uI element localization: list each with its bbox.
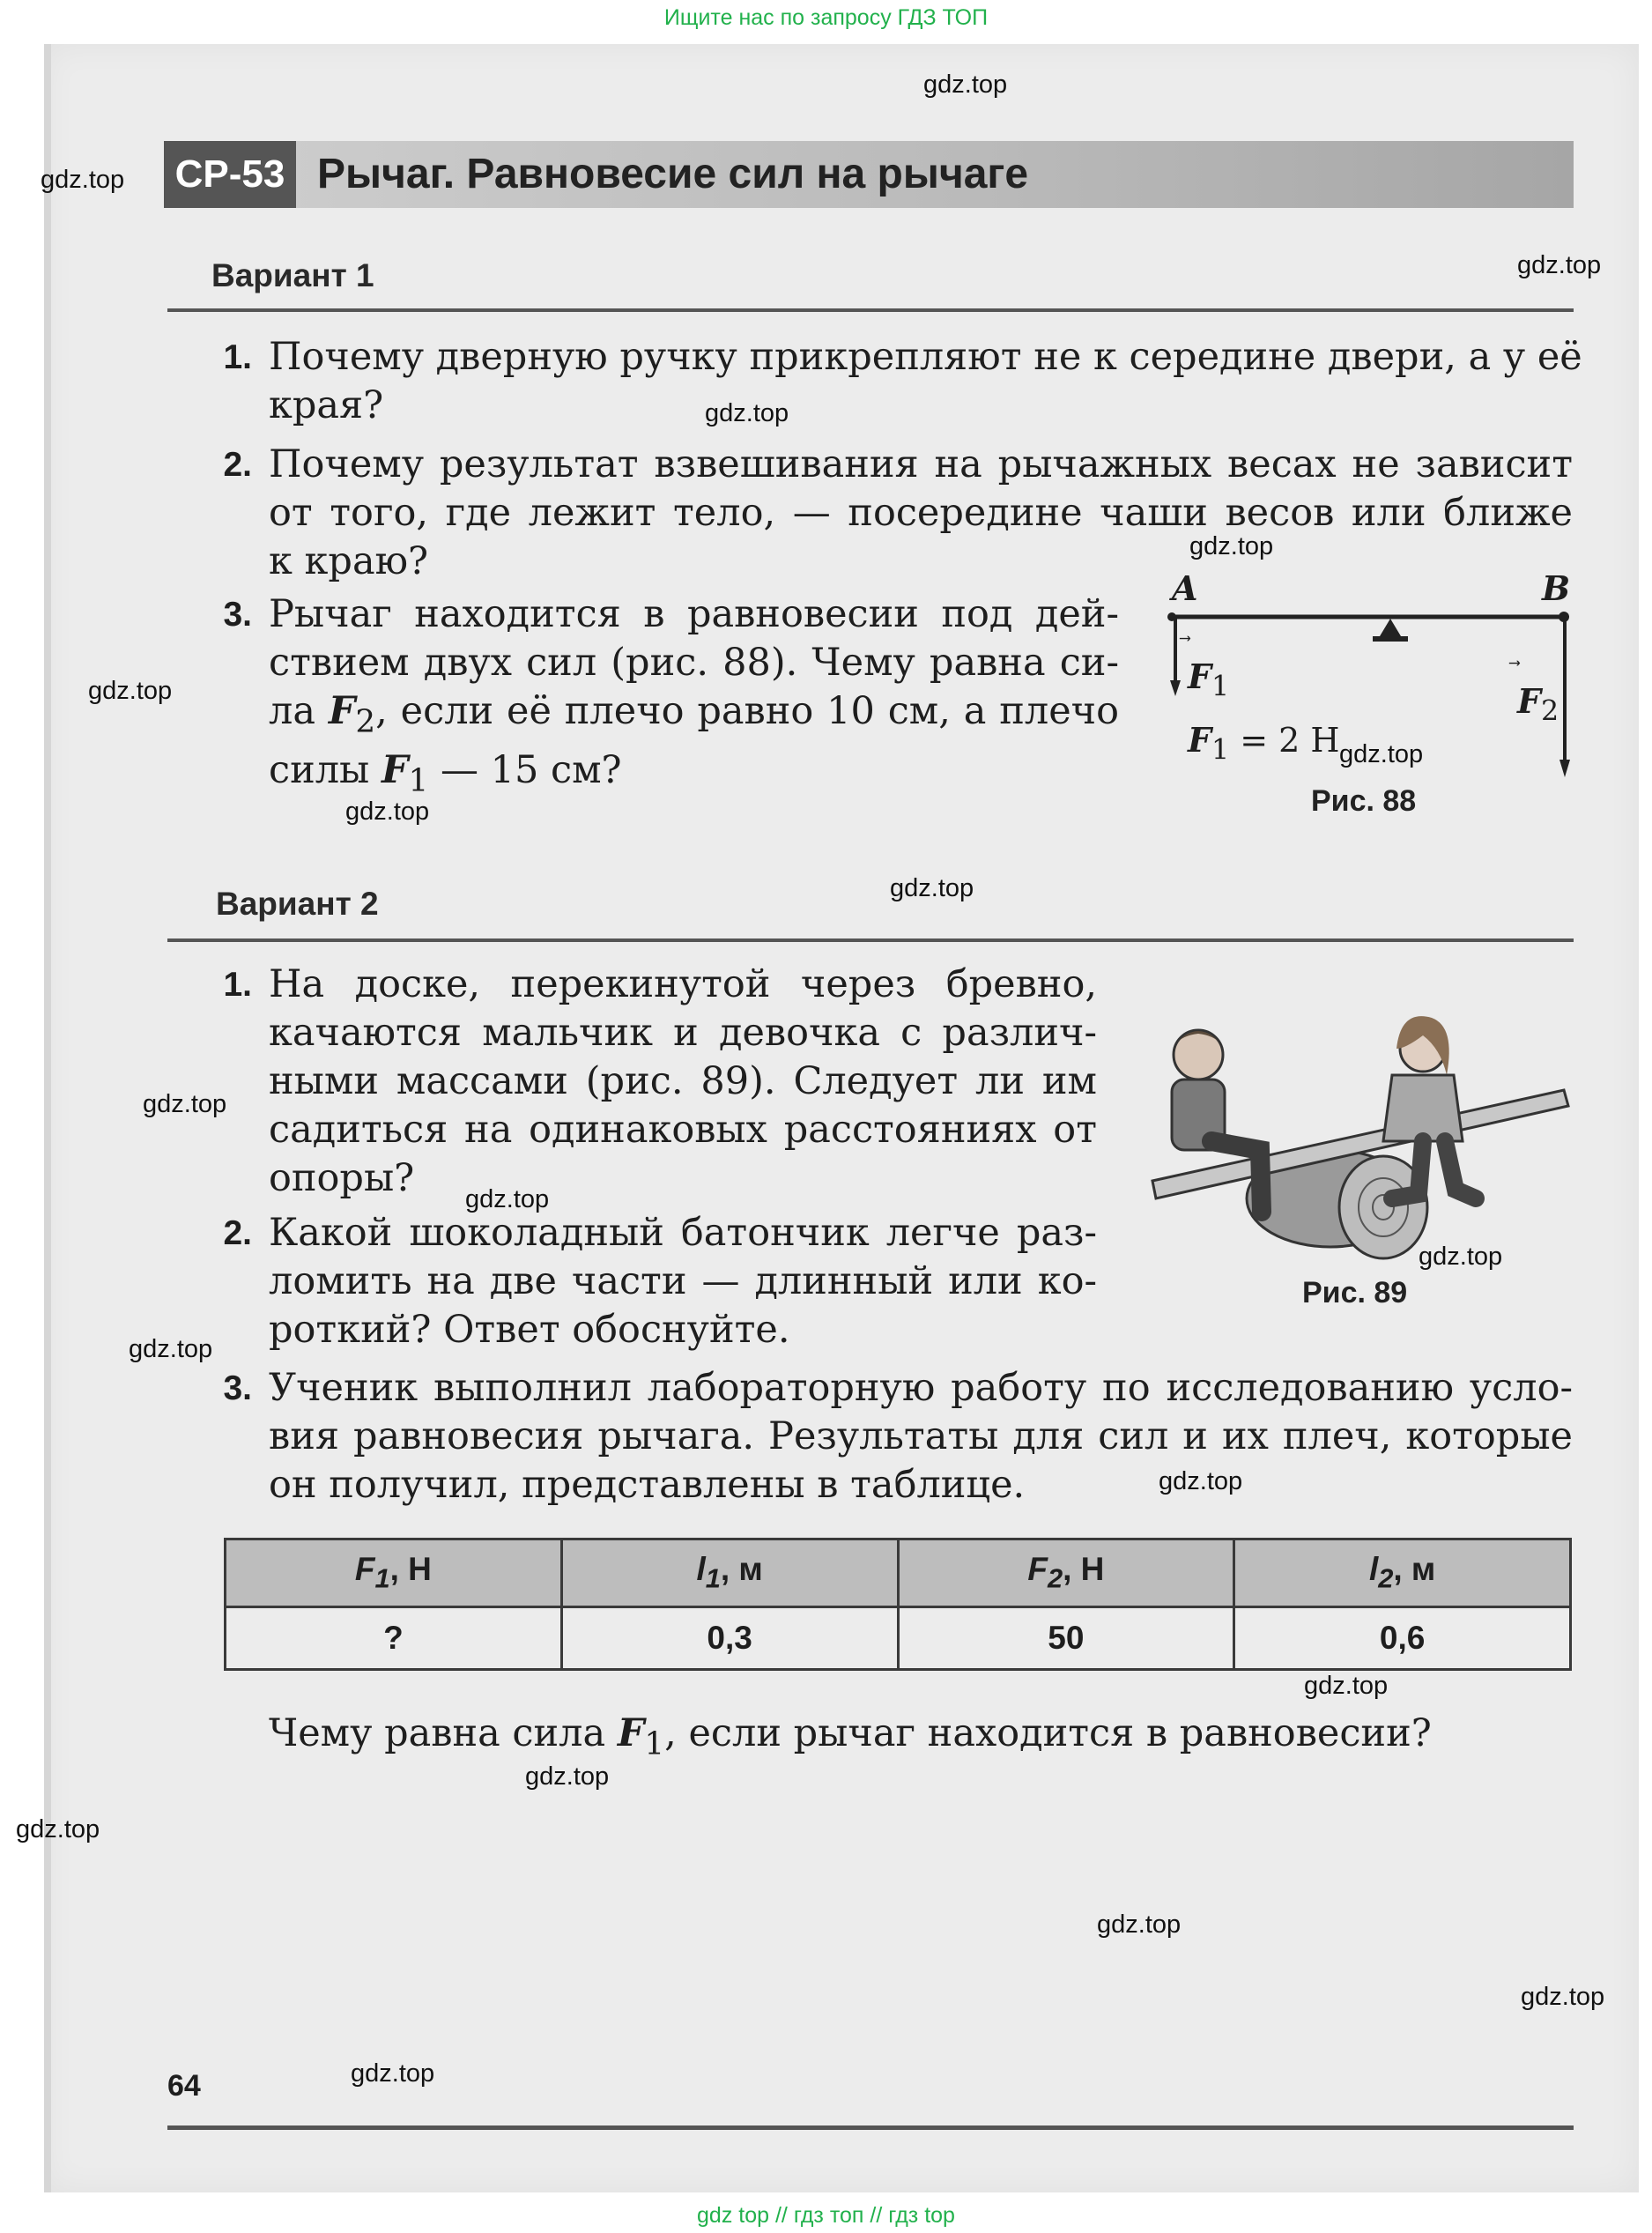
watermark: gdz.top <box>41 166 125 194</box>
v2-q2-text: Какой шоколадный батончик легче раз- ломить на две части — длинный или ко- роткий? Ответ обоснуйте. <box>269 1211 1097 1352</box>
fulcrum-base <box>1373 636 1408 642</box>
variant-2-title: Вариант 2 <box>216 886 379 922</box>
v1-q1-number: 1. <box>223 338 252 376</box>
cell-f2: 50 <box>898 1607 1234 1670</box>
table-header-row <box>226 1539 1571 1607</box>
v2-q1-text: На доске, перекинутой через бревно, качаются мальчик и девочка с различ- ными массами (рис. 89). Следует ли им садиться на одинаковых расстояниях от опоры? <box>269 962 1097 1200</box>
watermark: gdz.top <box>129 1335 213 1363</box>
section-title: Рычаг. Равновесие сил на рычаге <box>317 151 1029 197</box>
bottom-banner-text[interactable]: gdz top // гдз топ // гдз top <box>697 2203 955 2228</box>
watermark: gdz.top <box>705 399 789 427</box>
label-f1: $F_1$ <box>1188 657 1230 703</box>
v1-q3-number: 3. <box>223 596 252 634</box>
v2-q3-number: 3. <box>223 1369 252 1407</box>
watermark: gdz.top <box>1159 1467 1243 1495</box>
watermark: gdz.top <box>1189 532 1274 560</box>
v2-q3-text: Ученик выполнил лабораторную работу по исследованию усло- вия равновесия рычага. Результаты для сил и их плеч, которые он получил, представлены в таблице. <box>269 1366 1573 1507</box>
watermark: gdz.top <box>923 70 1008 99</box>
cell-f1: ? <box>226 1607 562 1670</box>
label-a: A <box>1172 568 1198 608</box>
variant-1-rule <box>167 308 1574 312</box>
header-f1: $F_1$, Н <box>226 1539 562 1607</box>
boy-head <box>1174 1030 1223 1079</box>
page-edge <box>44 44 51 2192</box>
v1-q3-text: Рычаг находится в равновесии под дей- ствием двух сил (рис. 88). Чему равна си- ла $F_2$, если её плечо равно 10 см, а плечо силы $F_1$ — 15 см? <box>269 592 1119 799</box>
watermark: gdz.top <box>1097 1910 1182 1939</box>
watermark: gdz.top <box>890 874 974 902</box>
watermark: gdz.top <box>465 1185 550 1213</box>
cell-l2: 0,6 <box>1234 1607 1571 1670</box>
label-f2: $F_2$ <box>1517 681 1559 728</box>
figure-88-equation: $F_1 = 2$ Н <box>1188 720 1340 767</box>
watermark: gdz.top <box>1517 251 1602 279</box>
results-table <box>224 1538 1572 1671</box>
cell-l1: 0,3 <box>561 1607 898 1670</box>
figure-89-seesaw-illustration <box>1128 1009 1577 1265</box>
section-code: СР-53 <box>164 141 296 208</box>
watermark: gdz.top <box>1419 1243 1503 1271</box>
v1-q2-text: Почему результат взвешивания на рычажных весах не зависит от того, где лежит тело, — посередине чаши весов или ближе к краю? <box>269 442 1573 583</box>
watermark: gdz.top <box>525 1762 610 1791</box>
fulcrum-triangle <box>1380 619 1401 636</box>
label-b: B <box>1542 568 1571 608</box>
page-number: 64 <box>167 2069 201 2103</box>
watermark: gdz.top <box>16 1815 100 1844</box>
v2-q3-question: Чему равна сила $F_1$, если рычаг находится в равновесии? <box>269 1711 1432 1762</box>
variant-2-rule <box>167 938 1574 942</box>
table-row <box>226 1607 1571 1670</box>
figure-89-caption: Рис. 89 <box>1302 1276 1408 1309</box>
header-l2: $l_2$, м <box>1234 1539 1571 1607</box>
girl-body <box>1383 1075 1463 1141</box>
figure-88-caption: Рис. 88 <box>1311 784 1417 818</box>
watermark: gdz.top <box>1304 1672 1389 1700</box>
watermark: gdz.top <box>88 677 173 705</box>
variant-1-title: Вариант 1 <box>211 257 374 293</box>
watermark: gdz.top <box>1339 740 1424 768</box>
bottom-rule <box>167 2125 1574 2130</box>
v2-q1-number: 1. <box>223 966 252 1004</box>
watermark: gdz.top <box>1521 1983 1605 2011</box>
header-f2: $F_2$, Н <box>898 1539 1234 1607</box>
v1-q2-number: 2. <box>223 446 252 484</box>
force-f1-arrowhead <box>1170 680 1181 696</box>
header-l1: $l_1$, м <box>561 1539 898 1607</box>
watermark: gdz.top <box>351 2059 435 2088</box>
top-banner-text[interactable]: Ищите нас по запросу ГДЗ ТОП <box>663 5 989 30</box>
force-f2-arrowhead <box>1559 760 1570 777</box>
v2-q2-number: 2. <box>223 1214 252 1252</box>
v1-q1-text: Почему дверную ручку прикрепляют не к середине двери, а у её края? <box>269 335 1582 427</box>
watermark: gdz.top <box>345 798 430 826</box>
watermark: gdz.top <box>143 1090 227 1118</box>
